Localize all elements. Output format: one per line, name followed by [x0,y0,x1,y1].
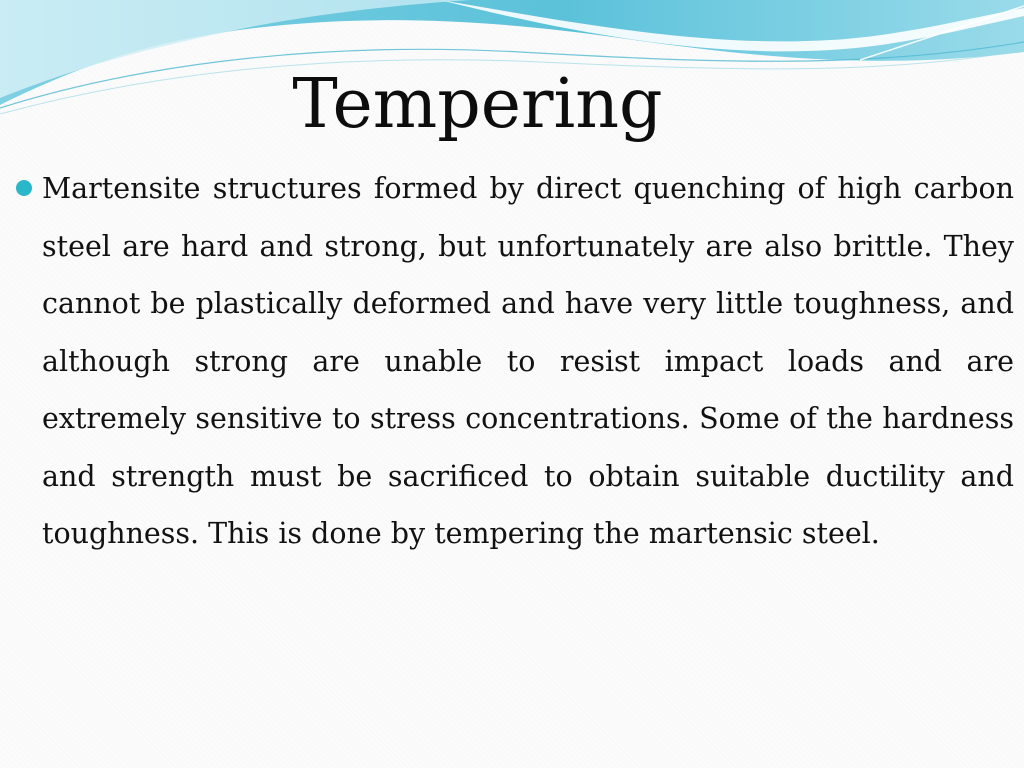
bullet-icon [16,180,32,196]
bullet-text: Martensite structures formed by direct quenching of high carbon steel are hard and strong, but unfortunately are also brittle. They cannot be plastically deformed and have very little toughness, and although strong are unable to resist impact loads and are extremely sensitive to stress concentrations. Some of the hardness and strength must be sacrificed to obtain suitable ductility and toughness. This is done by tempering the martensic steel. [42,172,1014,550]
slide-title: Tempering [292,65,663,144]
